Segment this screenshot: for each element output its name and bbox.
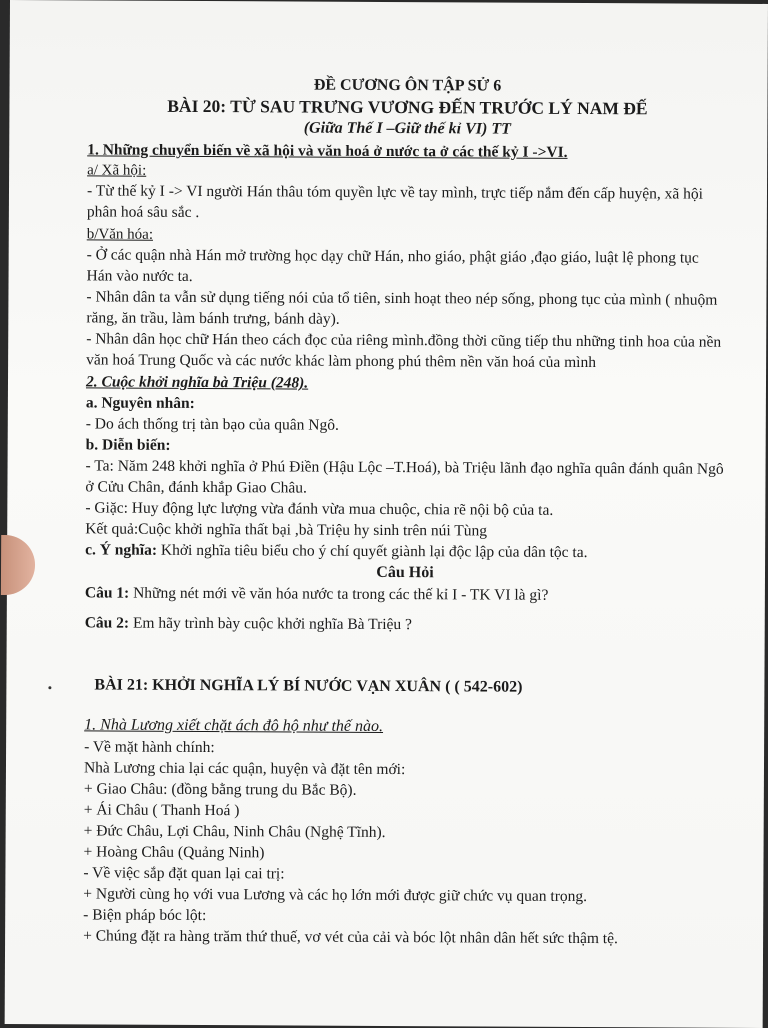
- lesson21-heading: 1. Nhà Lương xiết chặt ách đô hộ như thế nào.: [84, 716, 384, 735]
- question-1-text: Những nét mới về văn hóa nước ta trong các thế kỉ I - TK VI là gì?: [129, 584, 549, 604]
- lesson21-line-10: + Chúng đặt ra hàng trăm thứ thuế, vơ vét của cải và bóc lột nhân dân hết sức thậm tệ.: [83, 927, 618, 948]
- part2-heading: 2. Cuộc khởi nghĩa bà Triệu (248).: [85, 373, 309, 392]
- document-page: [5, 0, 768, 1028]
- part1-b-line-1: - Ở các quận nhà Hán mở trường học dạy chữ Hán, nho giáo, phật giáo ,đạo giáo, luật lệ phong tục Hán vào nước ta.: [86, 246, 699, 285]
- lesson21-line-1: - Về mặt hành chính:: [84, 738, 215, 757]
- part2-b-line-3: Kết quả:Cuộc khởi nghĩa thất bại ,bà Triệu hy sinh trên núi Tùng: [85, 520, 488, 540]
- lesson21-line-9: - Biện pháp bóc lột:: [83, 906, 207, 925]
- part2-b-line-2: - Giặc: Huy động lực lượng vừa đánh vừa mua chuộc, chia rẽ nội bộ của ta.: [85, 499, 554, 519]
- part2-b-label: b. Diễn biến:: [85, 436, 171, 454]
- question-1: [85, 582, 725, 607]
- lesson21-line-5: + Đức Châu, Lợi Châu, Ninh Châu (Nghệ Tĩnh).: [83, 822, 386, 841]
- part1-a-label: a/ Xã hội:: [87, 162, 147, 179]
- lesson21-line-7: - Về việc sắp đặt quan lại cai trị:: [83, 864, 285, 883]
- question-2-text: Em hãy trình bày cuộc khởi nghĩa Bà Triệu ?: [129, 614, 412, 634]
- lesson21-line-8: + Người cùng họ với vua Lương và các họ lớn mới được giữ chức vụ quan trọng.: [83, 885, 588, 906]
- question-2-label: Câu 2:: [84, 614, 130, 632]
- part2-c-text: Khởi nghĩa tiêu biểu cho ý chí quyết giành lại độc lập của dân tộc ta.: [156, 541, 588, 562]
- lesson21-line-2: Nhà Lương chia lại các quận, huyện và đặt tên mới:: [83, 759, 406, 779]
- lesson20-title: BÀI 20: TỪ SAU TRƯNG VƯƠNG ĐẾN TRƯỚC LÝ NAM ĐẾ: [167, 95, 648, 119]
- part2-c-label: c. Ý nghĩa:: [85, 541, 158, 559]
- thumb: [1, 535, 35, 595]
- lesson21-title: BÀI 21: KHỞI NGHĨA LÝ BÍ NƯỚC VẠN XUÂN ( ( 542-602): [94, 676, 523, 696]
- question-2: [85, 612, 725, 637]
- doc-title: ĐỀ CƯƠNG ÔN TẬP SỬ 6: [313, 76, 502, 95]
- part2-c: [85, 539, 725, 563]
- part2-b-line-1: - Ta: Năm 248 khởi nghĩa ở Phú Điền (Hậu Lộc –T.Hoá), bà Triệu lãnh đạo nghĩa quân đánh quân Ngô ở Cửu Chân, đánh khắp Giao Châu.: [85, 457, 724, 497]
- questions-heading: Câu Hỏi: [376, 563, 434, 582]
- ink-dot: [48, 686, 51, 689]
- document-content: [83, 74, 728, 949]
- question-1-label: Câu 1:: [84, 584, 130, 602]
- part1-b-line-3: - Nhân dân học chữ Hán theo cách đọc của riêng mình.đồng thời cũng tiếp thu những tinh hoa của nền văn hoá Trung Quốc và các nước khác làm phong phú thêm nền văn hoá của mình: [86, 330, 722, 372]
- lesson21-line-4: + Ái Châu ( Thanh Hoá ): [83, 801, 240, 820]
- part1-b-line-2: - Nhân dân ta vẫn sử dụng tiếng nói của tổ tiên, sinh hoạt theo nép sống, phong tục của mình ( nhuộm răng, ăn trầu, làm bánh trưng, bánh dày).: [86, 288, 718, 328]
- lesson21-line-3: + Giao Châu: (đồng bằng trung du Bắc Bộ).: [83, 780, 357, 799]
- lesson20-subtitle: (Giữa Thế I –Giữ thế kỉ VI) TT: [303, 119, 511, 138]
- part1-heading: 1. Những chuyển biến về xã hội và văn hoá ở nước ta ở các thế kỷ I ->VI.: [87, 141, 568, 161]
- lesson21-line-6: + Hoàng Châu (Quảng Ninh): [83, 843, 265, 862]
- part1-b-label: b/Văn hóa:: [86, 226, 154, 243]
- part1-a-text: - Từ thế kỷ I -> VI người Hán thâu tóm quyền lực về tay mình, trực tiếp nắm đến cấp huyện, xã hội phân hoá sâu sắc .: [86, 182, 704, 221]
- part2-a-label: a. Nguyên nhân:: [85, 394, 195, 412]
- part2-a-text: - Do ách thống trị tàn bạo của quân Ngô.: [85, 415, 339, 434]
